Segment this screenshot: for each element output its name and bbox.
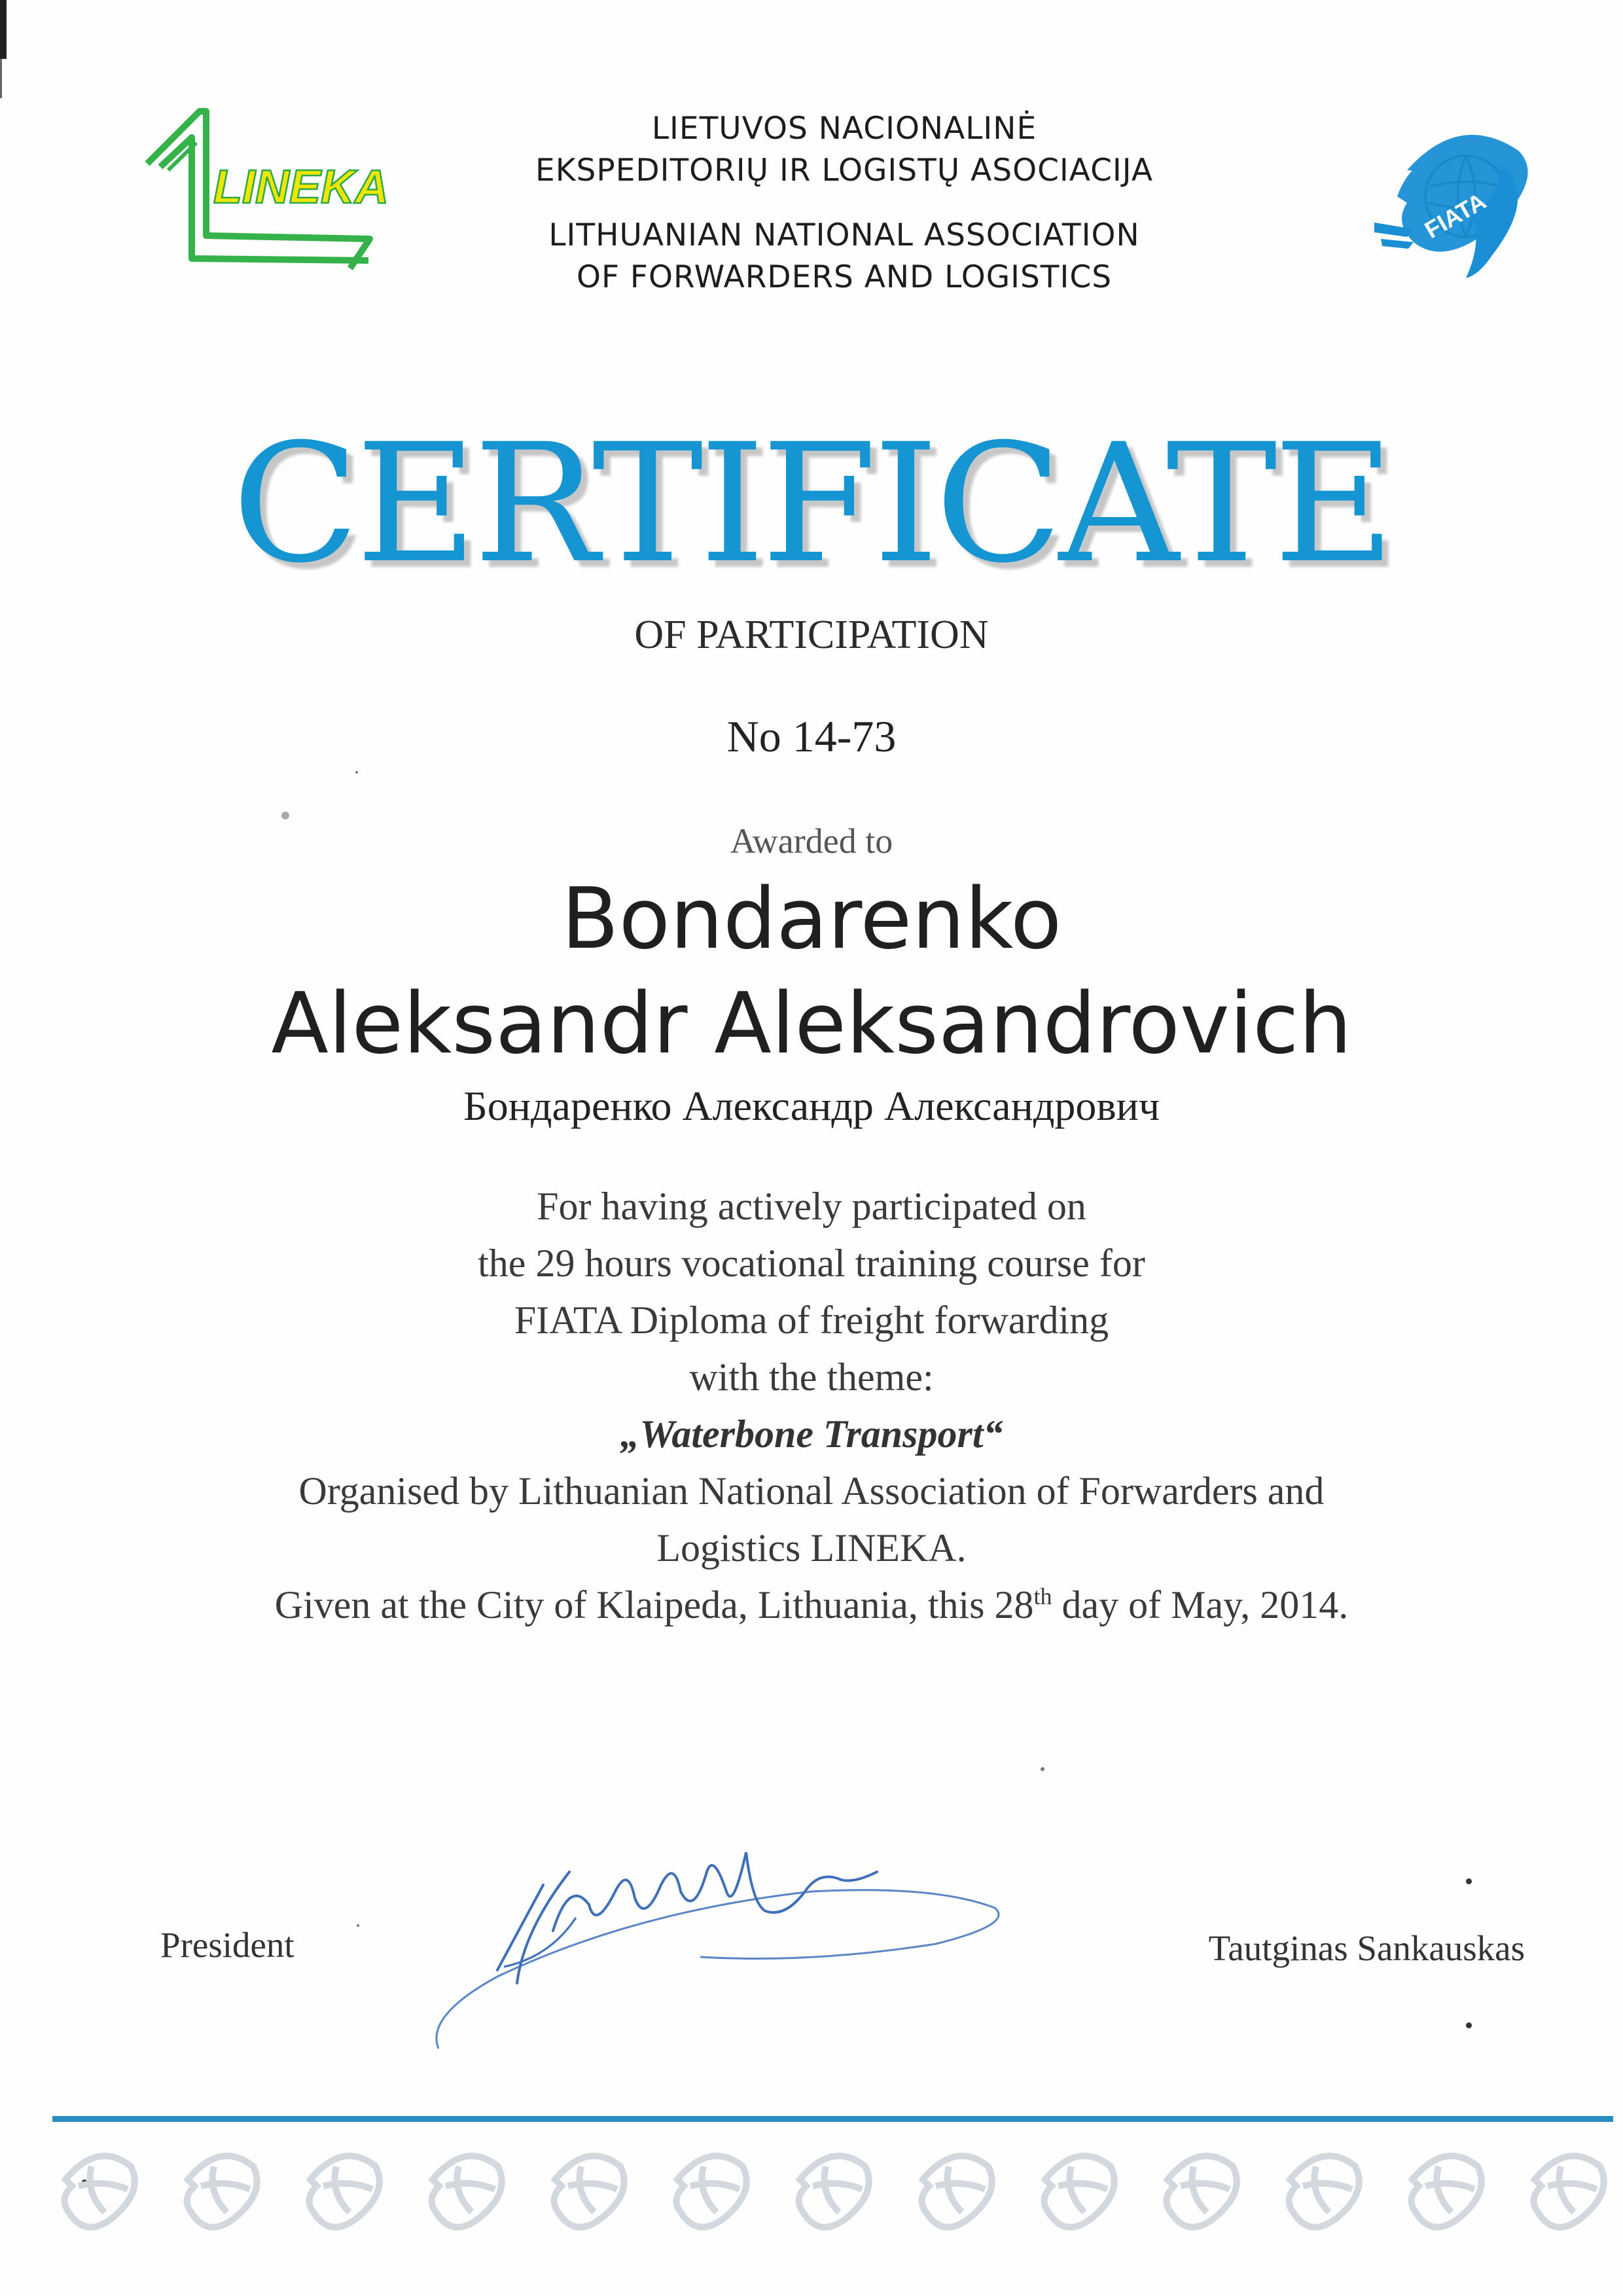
body-line: For having actively participated on bbox=[537, 1185, 1086, 1228]
given-at-line bbox=[0, 1577, 1623, 1634]
association-name-lt bbox=[458, 108, 1230, 192]
body-line: FIATA Diploma of freight forwarding bbox=[514, 1299, 1109, 1342]
fiata-watermark-icon bbox=[903, 2140, 1005, 2238]
body-line: the 29 hours vocational training course for bbox=[478, 1242, 1145, 1285]
lineka-logo bbox=[128, 105, 442, 281]
given-suffix: day of May, 2014. bbox=[1052, 1583, 1349, 1626]
fiata-watermark-icon bbox=[413, 2140, 514, 2238]
fiata-watermark-icon bbox=[658, 2140, 759, 2238]
scan-edge-mark bbox=[0, 59, 2, 98]
fiata-watermark-icon bbox=[46, 2140, 147, 2238]
dust-speck bbox=[355, 771, 358, 774]
body-line: Organised by Lithuanian National Association of Forwarders and bbox=[298, 1469, 1325, 1513]
association-en-line2: OF FORWARDERS AND LOGISTICS bbox=[576, 259, 1113, 295]
fiata-watermark-icon bbox=[168, 2140, 270, 2238]
association-lt-line2: EKSPEDITORIŲ IR LOGISTŲ ASOCIACIJA bbox=[535, 152, 1153, 188]
certificate-body bbox=[0, 1178, 1623, 1634]
recipient-surname: Bondarenko bbox=[561, 870, 1062, 968]
association-lt-line1: LIETUVOS NACIONALINĖ bbox=[651, 111, 1037, 147]
footer-watermark-pattern bbox=[46, 2140, 1616, 2245]
certificate-title: CERTIFICATE bbox=[232, 408, 1391, 599]
lineka-logo-text: LINEKA bbox=[213, 161, 389, 213]
given-prefix: Given at the City of Klaipeda, Lithuania, this 28 bbox=[274, 1583, 1034, 1626]
given-ordinal-suffix: th bbox=[1033, 1583, 1052, 1609]
recipient-given-names: Aleksandr Aleksandrovich bbox=[271, 975, 1352, 1073]
footer-rule bbox=[52, 2116, 1613, 2122]
signer-role: President bbox=[160, 1925, 294, 1965]
body-line: with the theme: bbox=[689, 1355, 934, 1399]
fiata-watermark-icon bbox=[535, 2140, 637, 2238]
fiata-watermark-icon bbox=[1393, 2140, 1494, 2238]
fiata-logo bbox=[1368, 124, 1551, 288]
signer-name: Tautginas Sankauskas bbox=[1208, 1928, 1525, 1968]
fiata-logo-text: FIATA bbox=[1419, 187, 1491, 244]
fiata-watermark-icon bbox=[1270, 2140, 1372, 2238]
awarded-to-label: Awarded to bbox=[730, 821, 893, 861]
fiata-watermark-icon bbox=[1026, 2140, 1127, 2238]
fiata-watermark-icon bbox=[1148, 2140, 1249, 2238]
certificate-subtitle: OF PARTICIPATION bbox=[634, 613, 989, 657]
handwritten-signature bbox=[419, 1813, 1034, 2062]
course-theme: „Waterbone Transport“ bbox=[620, 1412, 1003, 1456]
fiata-watermark-icon bbox=[1515, 2140, 1616, 2238]
dust-speck bbox=[357, 1924, 359, 1927]
scan-edge-mark bbox=[0, 0, 7, 59]
dust-speck bbox=[1466, 2022, 1472, 2028]
association-name-en bbox=[458, 215, 1230, 298]
fiata-watermark-icon bbox=[780, 2140, 882, 2238]
dust-speck bbox=[1466, 1878, 1472, 1884]
recipient-name-russian: Бондаренко Александр Александрович bbox=[463, 1083, 1160, 1129]
certificate-number: No 14-73 bbox=[726, 711, 897, 761]
body-line: Logistics LINEKA. bbox=[656, 1526, 967, 1570]
dust-speck bbox=[1041, 1767, 1044, 1771]
association-en-line1: LITHUANIAN NATIONAL ASSOCIATION bbox=[548, 217, 1140, 253]
fiata-watermark-icon bbox=[291, 2140, 392, 2238]
